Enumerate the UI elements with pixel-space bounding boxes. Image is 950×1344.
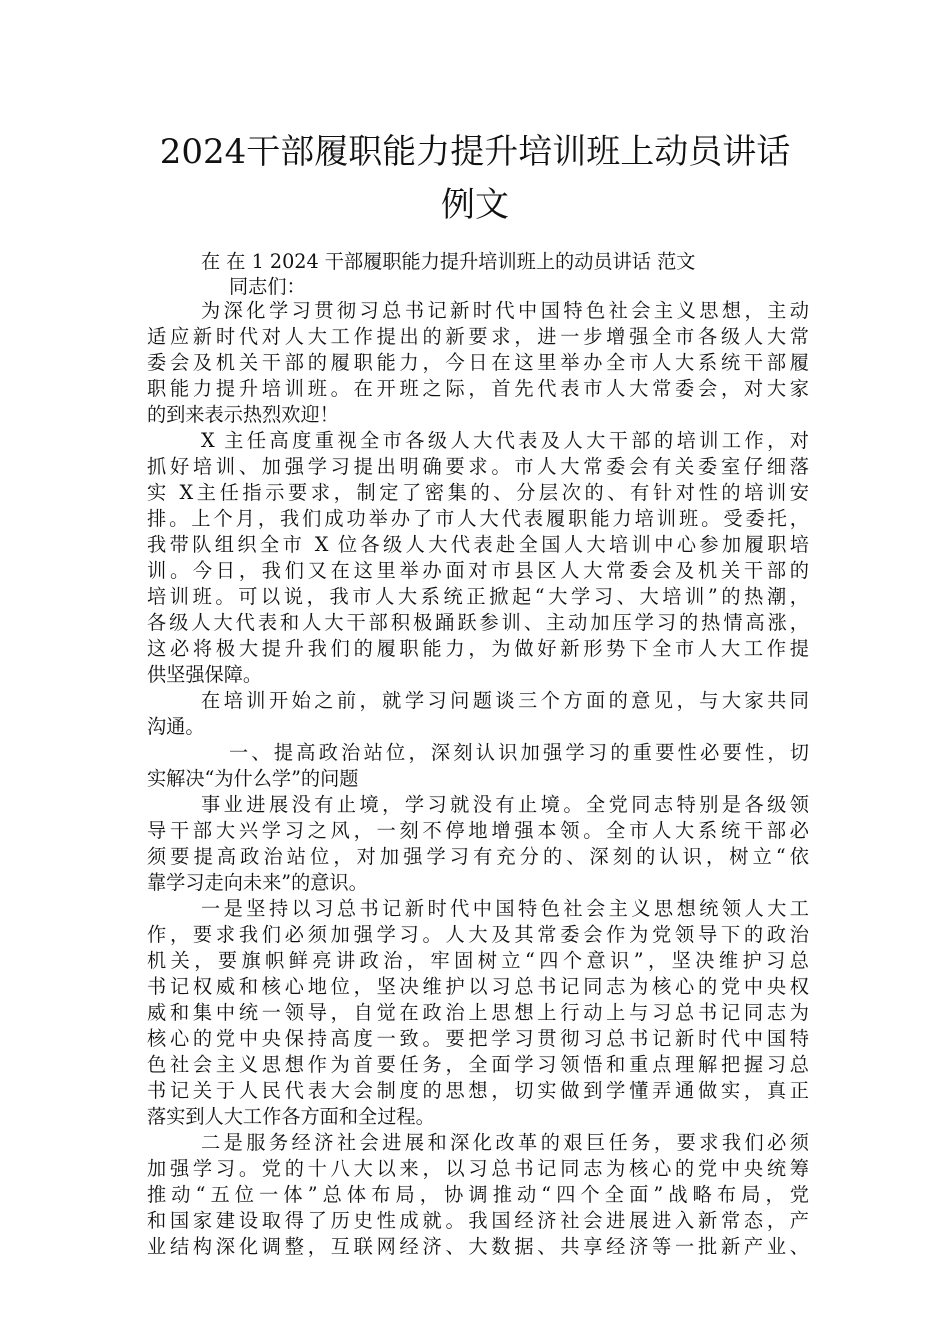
body-line: 加强学习。党的十八大以来，以习总书记同志为核心的党中央统筹: [147, 1157, 809, 1180]
body-line: 职能力提升培训班。在开班之际，首先代表市人大常委会，对大家: [147, 377, 809, 400]
body-line: 书记关于人民代表大会制度的思想，切实做到学懂弄通做实，真正: [147, 1079, 809, 1102]
body-line: 这必将极大提升我们的履职能力，为做好新形势下全市人大工作提: [147, 637, 809, 660]
subtitle-line: 在 在 1 2024 干部履职能力提升培训班上的动员讲话 范文: [201, 250, 696, 273]
document-title-line-1: 2024干部履职能力提升培训班上动员讲话: [159, 132, 791, 172]
body-line: 和国家建设取得了历史性成就。我国经济社会进展进入新常态，产: [147, 1209, 809, 1232]
body-line: 须要提高政治站位，对加强学习有充分的、深刻的认识，树立“依: [147, 845, 809, 868]
body-line: 核心的党中央保持高度一致。要把学习贯彻习总书记新时代中国特: [147, 1027, 809, 1050]
body-line: 训。今日，我们又在这里举办面对市县区人大常委会及机关干部的: [147, 559, 809, 582]
body-line: 为深化学习贯彻习总书记新时代中国特色社会主义思想，主动: [201, 299, 809, 322]
salutation: 同志们：: [229, 275, 306, 298]
body-line: 业结构深化调整，互联网经济、大数据、共享经济等一批新产业、: [147, 1235, 809, 1258]
body-line: 机关，要旗帜鲜亮讲政治，牢固树立“四个意识”，坚决维护习总: [147, 949, 809, 972]
body-line: 威和集中统一领导，自觉在政治上思想上行动上与习总书记同志为: [147, 1001, 809, 1024]
body-line: 沟通。: [147, 715, 205, 738]
section-heading: 一、提高政治站位，深刻认识加强学习的重要性必要性，切: [229, 741, 809, 764]
body-line: 在培训开始之前，就学习问题谈三个方面的意见，与大家共同: [201, 689, 809, 712]
body-line: 事业进展没有止境，学习就没有止境。全党同志特别是各级领: [201, 793, 809, 816]
body-line: 落实到人大工作各方面和全过程。: [147, 1105, 435, 1128]
body-line: 的到来表示热烈欢迎！: [147, 403, 339, 426]
body-line: 委会及机关干部的履职能力，今日在这里举办全市人大系统干部履: [147, 351, 809, 374]
body-line: 导干部大兴学习之风，一刻不停地增强本领。全市人大系统干部必: [147, 819, 809, 842]
body-line: 排。上个月，我们成功举办了市人大代表履职能力培训班。受委托，: [147, 507, 809, 530]
body-line: 靠学习走向未来”的意识。: [147, 871, 368, 894]
section-heading: 实解决“为什么学”的问题: [147, 767, 359, 790]
body-line: 书记权威和核心地位，坚决维护以习总书记同志为核心的党中央权: [147, 975, 809, 998]
document-title-line-2: 例文: [441, 185, 509, 225]
body-line: 推动“五位一体”总体布局，协调推动“四个全面”战略布局，党: [147, 1183, 809, 1206]
body-line: 实 X主任指示要求，制定了密集的、分层次的、有针对性的培训安: [147, 481, 809, 504]
body-line: 各级人大代表和人大干部积极踊跃参训、主动加压学习的热情高涨，: [147, 611, 809, 634]
body-line: 培训班。可以说，我市人大系统正掀起“大学习、大培训”的热潮，: [147, 585, 809, 608]
body-line: 我带队组织全市 X 位各级人大代表赴全国人大培训中心参加履职培: [147, 533, 809, 556]
body-line: 色社会主义思想作为首要任务，全面学习领悟和重点理解把握习总: [147, 1053, 809, 1076]
body-line: 二是服务经济社会进展和深化改革的艰巨任务，要求我们必须: [201, 1131, 809, 1154]
body-line: 作，要求我们必须加强学习。人大及其常委会作为党领导下的政治: [147, 923, 809, 946]
body-line: 抓好培训、加强学习提出明确要求。市人大常委会有关委室仔细落: [147, 455, 809, 478]
body-line: 适应新时代对人大工作提出的新要求，进一步增强全市各级人大常: [147, 325, 809, 348]
body-line: X 主任高度重视全市各级人大代表及人大干部的培训工作，对: [201, 429, 809, 452]
body-line: 供坚强保障。: [147, 663, 263, 686]
body-line: 一是坚持以习总书记新时代中国特色社会主义思想统领人大工: [201, 897, 809, 920]
